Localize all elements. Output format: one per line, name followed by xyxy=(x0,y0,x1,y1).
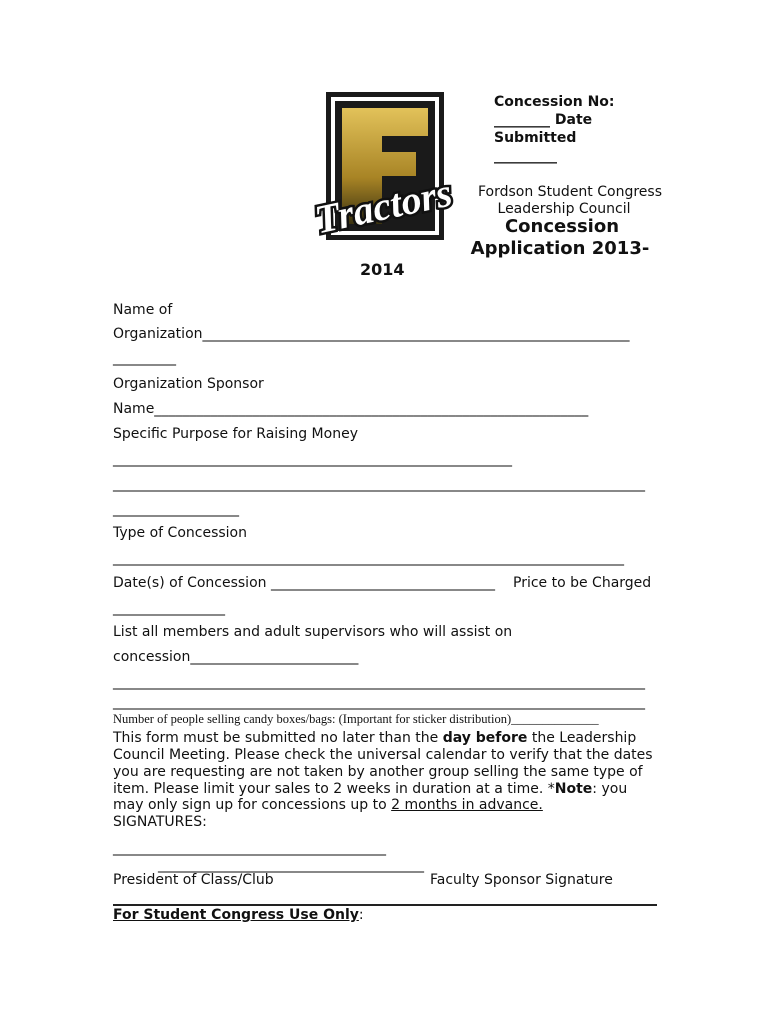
footer-divider xyxy=(113,904,657,906)
faculty-signature-label: Faculty Sponsor Signature xyxy=(430,872,613,888)
candy-label: Number of people selling candy boxes/bags: (Important for sticker distribution) xyxy=(113,712,512,726)
price-label: Price to be Charged xyxy=(513,575,652,591)
signatures-heading: SIGNATURES: xyxy=(113,814,207,830)
org-name-line2: Leadership Council xyxy=(497,201,631,217)
dates-row xyxy=(113,575,495,592)
faculty-signature-line[interactable]: ______________________________________ xyxy=(158,857,424,873)
sponsor-label: Organization Sponsor xyxy=(113,376,264,392)
concession-no-line: ________ xyxy=(494,112,550,128)
form-title-line1: Concession xyxy=(504,216,620,237)
instructions-text: the Leadership xyxy=(527,730,637,746)
purpose-field-line2[interactable]: ____________________________________________________________________________ xyxy=(113,476,645,492)
president-signature-label: President of Class/Club xyxy=(113,872,274,888)
org-name-line1: Fordson Student Congress xyxy=(477,184,662,200)
candy-row xyxy=(113,711,599,727)
members-field-line1[interactable]: ____________________________________________________________________________ xyxy=(113,674,645,690)
candy-field[interactable]: ______________ xyxy=(511,712,599,726)
purpose-field-line1[interactable]: _________________________________________________________ xyxy=(113,451,512,467)
instructions-text: : you xyxy=(592,781,628,797)
type-label: Type of Concession xyxy=(113,525,247,541)
note-emphasis: Note xyxy=(554,781,593,797)
instructions-text: item. Please limit your sales to 2 weeks in duration at a time. * xyxy=(113,781,555,797)
footer-colon: : xyxy=(358,907,364,923)
instructions-text: may only sign up for concessions up to xyxy=(113,797,392,813)
members-field-line2[interactable]: ____________________________________________________________________________ xyxy=(113,694,645,710)
day-before-emphasis: day before xyxy=(442,730,528,746)
form-title-line2: Application 2013- xyxy=(470,238,650,259)
dates-label: Date(s) of Concession xyxy=(113,575,267,591)
submitted-label: Submitted xyxy=(494,130,577,146)
organization-field[interactable]: Organization_____________________________________________________________ xyxy=(113,326,630,342)
concession-no-label: Concession No: xyxy=(494,94,615,110)
form-title-year: 2014 xyxy=(360,260,405,279)
organization-field-continued[interactable]: _________ xyxy=(113,350,176,366)
instructions-line2: Council Meeting. Please check the universal calendar to verify that the dates xyxy=(113,747,653,763)
submitted-line: _________ xyxy=(494,148,557,164)
instructions-text: This form must be submitted no later than the xyxy=(113,730,443,746)
type-field[interactable]: _________________________________________________________________________ xyxy=(113,550,624,566)
concession-date-row xyxy=(494,112,592,129)
instructions-line1 xyxy=(113,730,636,747)
two-months-emphasis: 2 months in advance. xyxy=(391,797,543,813)
student-congress-use-only: For Student Congress Use Only xyxy=(113,907,359,923)
instructions-line4 xyxy=(113,781,627,798)
members-label: List all members and adult supervisors who will assist on xyxy=(113,624,513,640)
date-label: Date xyxy=(554,112,593,128)
dates-field[interactable]: ________________________________ xyxy=(270,575,495,591)
president-signature-line[interactable]: _______________________________________ xyxy=(113,840,386,856)
name-of-label: Name of xyxy=(113,302,173,318)
sponsor-name-field[interactable]: Name______________________________________________________________ xyxy=(113,401,589,417)
purpose-label: Specific Purpose for Raising Money xyxy=(113,426,358,442)
footer-row xyxy=(113,907,364,924)
members-field[interactable]: concession________________________ xyxy=(113,649,359,665)
instructions-line5 xyxy=(113,797,543,814)
logo-script-text: Tractors xyxy=(310,169,456,243)
instructions-line3: you are requesting are not taken by another group selling the same type of xyxy=(113,764,643,780)
purpose-field-line3[interactable]: __________________ xyxy=(113,501,239,517)
price-field[interactable]: ________________ xyxy=(113,600,225,616)
